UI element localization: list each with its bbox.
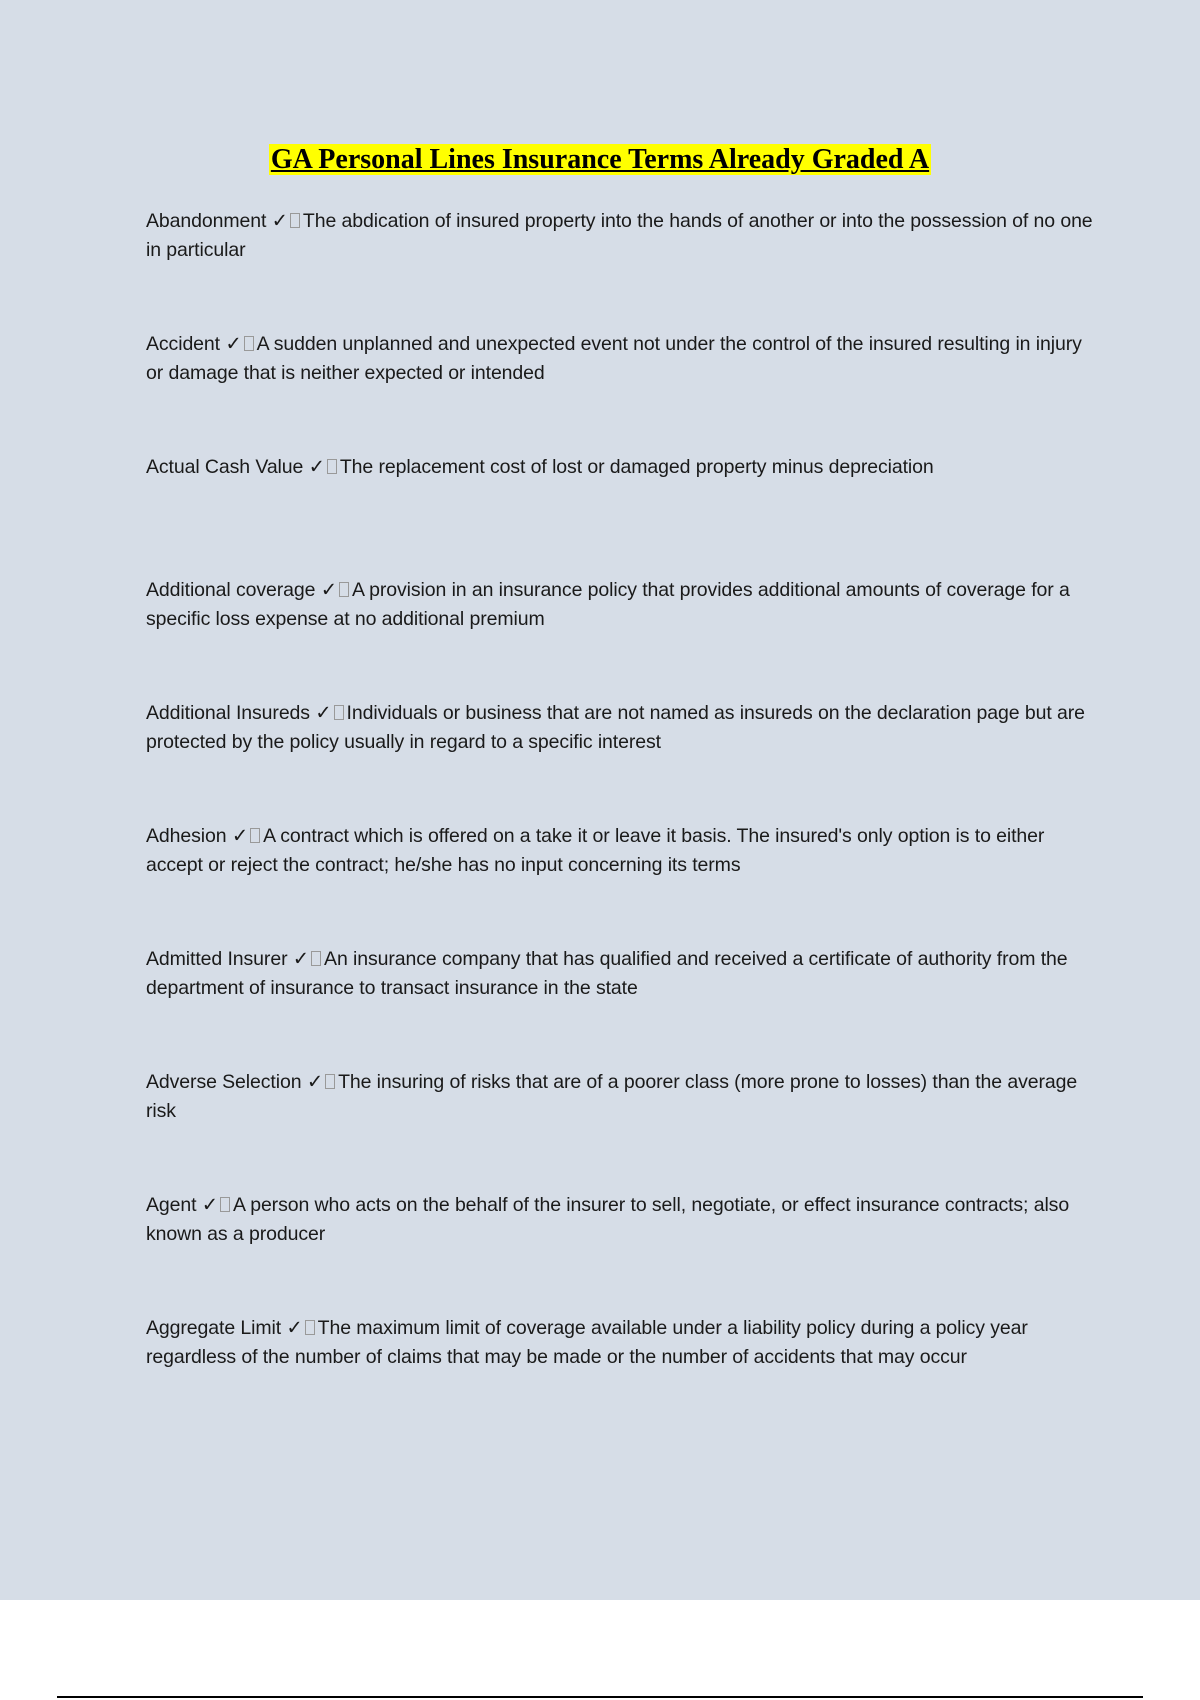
term-entry [146,698,1096,821]
check-mark-icon: ✓ [271,209,288,232]
term-name: Accident [146,333,220,355]
term-name: Agent [146,1194,197,1216]
check-mark-icon: ✓ [201,1193,219,1216]
check-mark-icon: ✓ [286,1316,303,1339]
check-mark-icon: ✓ [292,947,310,970]
missing-glyph-box-icon [311,951,321,966]
check-mark-icon: ✓ [315,701,332,724]
term-name: Adverse Selection [146,1071,302,1093]
missing-glyph-box-icon [244,336,254,351]
check-mark-icon: ✓ [231,824,249,847]
missing-glyph-box-icon [334,705,344,720]
term-definition: An insurance company that has qualified and received a certificate of authority from the department of insurance to transact insurance in the state [146,948,1068,999]
term-definition: A contract which is offered on a take it or leave it basis. The insured's only option is to either accept or reject the contract; he/she has no input concerning its terms [146,825,1045,876]
missing-glyph-box-icon [290,213,300,228]
term-entry [146,1313,1096,1436]
document-title-text: GA Personal Lines Insurance Terms Already Graded A [270,144,930,175]
term-definition: A sudden unplanned and unexpected event not under the control of the insured resulting in injury or damage that is neither expected or intended [146,333,1082,384]
term-name: Actual Cash Value [146,456,304,478]
check-mark-icon: ✓ [308,455,325,478]
term-list [146,206,1096,1436]
check-mark-icon: ✓ [225,332,242,355]
missing-glyph-box-icon [339,582,349,597]
missing-glyph-box-icon [305,1320,315,1335]
term-definition: The replacement cost of lost or damaged property minus depreciation [339,456,934,478]
term-definition: The abdication of insured property into the hands of another or into the possession of no one in particular [146,210,1093,261]
term-entry [146,206,1096,329]
term-entry [146,821,1096,944]
term-name: Admitted Insurer [146,948,288,970]
term-entry [146,1190,1096,1313]
term-entry [146,1067,1096,1190]
term-definition: Individuals or business that are not named as insureds on the declaration page but are protected by the policy usually in regard to a specific interest [146,702,1085,753]
missing-glyph-box-icon [327,459,337,474]
document-title [0,142,1200,178]
term-definition: The maximum limit of coverage available under a liability policy during a policy year regardless of the number of claims that may be made or the number of accidents that may occur [146,1317,1028,1368]
check-mark-icon: ✓ [306,1070,324,1093]
term-definition: The insuring of risks that are of a poorer class (more prone to losses) than the average risk [146,1071,1078,1122]
term-entry [146,575,1096,698]
footer-rule [57,1696,1143,1698]
missing-glyph-box-icon [250,828,260,843]
missing-glyph-box-icon [220,1197,230,1212]
term-entry [146,329,1096,452]
term-name: Additional Insureds [146,702,310,724]
missing-glyph-box-icon [325,1074,335,1089]
term-definition: A provision in an insurance policy that provides additional amounts of coverage for a specific loss expense at no additional premium [146,579,1070,630]
term-entry [146,944,1096,1067]
term-name: Adhesion [146,825,227,847]
term-name: Abandonment [146,210,267,232]
term-name: Aggregate Limit [146,1317,282,1339]
term-name: Additional coverage [146,579,316,601]
term-entry [146,452,1096,575]
check-mark-icon: ✓ [320,578,337,601]
term-definition: A person who acts on the behalf of the insurer to sell, negotiate, or effect insurance contracts; also known as a producer [146,1194,1070,1245]
